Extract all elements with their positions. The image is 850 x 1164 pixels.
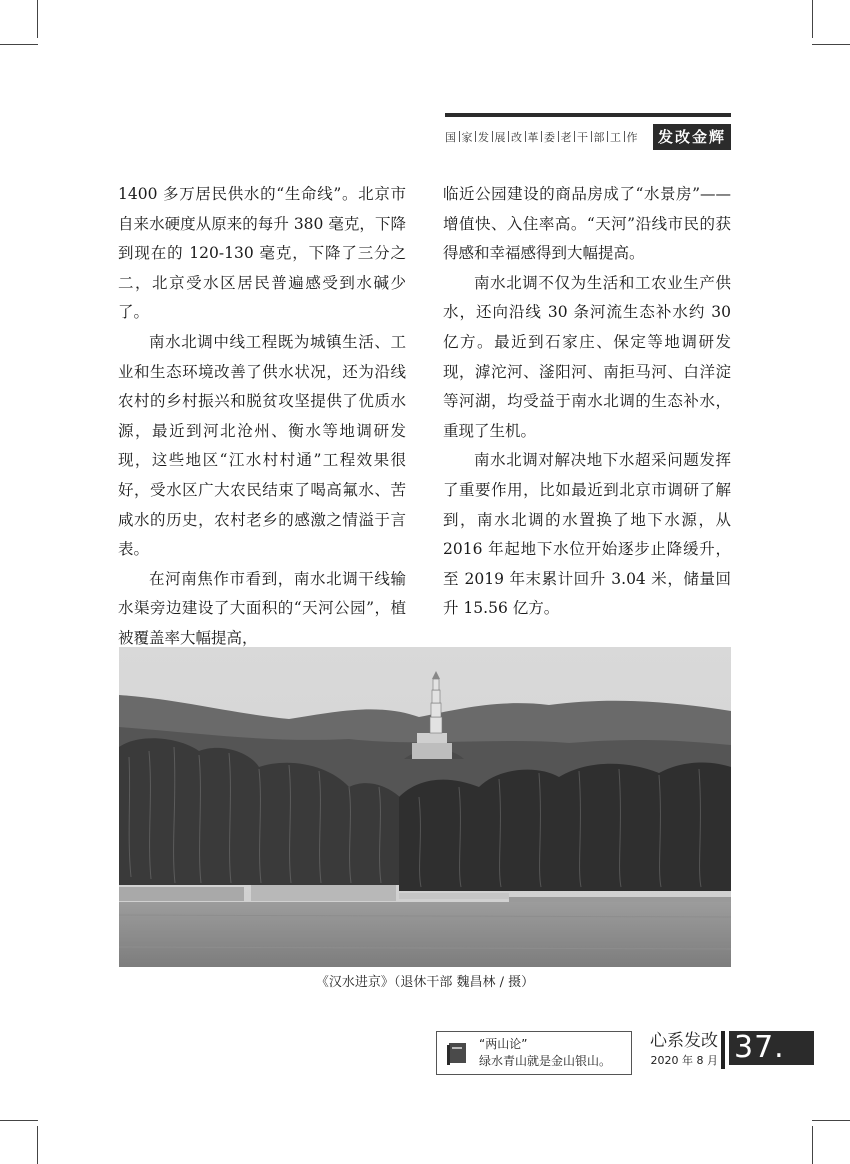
paragraph: 南水北调不仅为生活和工农业生产供水，还向沿线 30 条河流生态补水约 30 亿方。最近到石家庄、保定等地调研发现，滹沱河、滏阳河、南拒马河、白洋淀等河湖，均受益于南水北调的生态补水，重现了生机。: [443, 273, 731, 440]
paragraph: 1400 多万居民供水的“生命线”。北京市自来水硬度从原来的每升 380 毫克，下降到现在的 120-130 毫克，下降了三分之二，北京受水区居民普遍感受到水碱少了。: [118, 185, 406, 322]
paragraph: 在河南焦作市看到，南水北调干线输水渠旁边建设了大面积的“天河公园”，植被覆盖率大幅提高，: [118, 569, 406, 647]
paragraph: 南水北调对解决地下水超采问题发挥了重要作用，比如最近到北京市调研了解到，南水北调的水置换了地下水源，从 2016 年起地下水位开始逐步止降缓升，至 2019 年末累计回升 3.04 米，储量回升 15.56 亿方。: [443, 451, 731, 618]
issue-date: 2020 年 8 月: [650, 1054, 718, 1067]
landscape-photo: [119, 647, 731, 967]
photo-caption: 《汉水进京》（退休干部 魏昌林 / 摄）: [315, 975, 535, 990]
article-column-right: [443, 180, 731, 624]
paragraph: 临近公园建设的商品房成了“水景房”——增值快、入住率高。“天河”沿线市民的获得感和幸福感得到大幅提高。: [443, 185, 731, 263]
book-icon: [446, 1041, 468, 1065]
page-divider: [721, 1031, 725, 1069]
paragraph: 南水北调中线工程既为城镇生活、工业和生态环境改善了供水状况，还为沿线农村的乡村振兴和脱贫攻坚提供了优质水源，最近到河北沧州、衡水等地调研发现，这些地区“江水村村通”工程效果很好，受水区广大农民结束了喝高氟水、苦咸水的历史，农村老乡的感激之情溢于言表。: [118, 332, 406, 559]
page-number: 37.: [729, 1031, 814, 1065]
quote-title: “两山论”: [479, 1037, 528, 1051]
quote-box: [436, 1031, 632, 1075]
section-brand: 发改金辉: [653, 124, 731, 150]
header-subtitle: 国 家 发 展 改 革 委 老 干 部 工 作: [445, 131, 638, 144]
article-column-left: [118, 180, 406, 654]
quote-text: 绿水青山就是金山银山。: [479, 1054, 612, 1068]
header-rule: [445, 113, 731, 117]
magazine-name: 心系发改: [650, 1031, 718, 1051]
